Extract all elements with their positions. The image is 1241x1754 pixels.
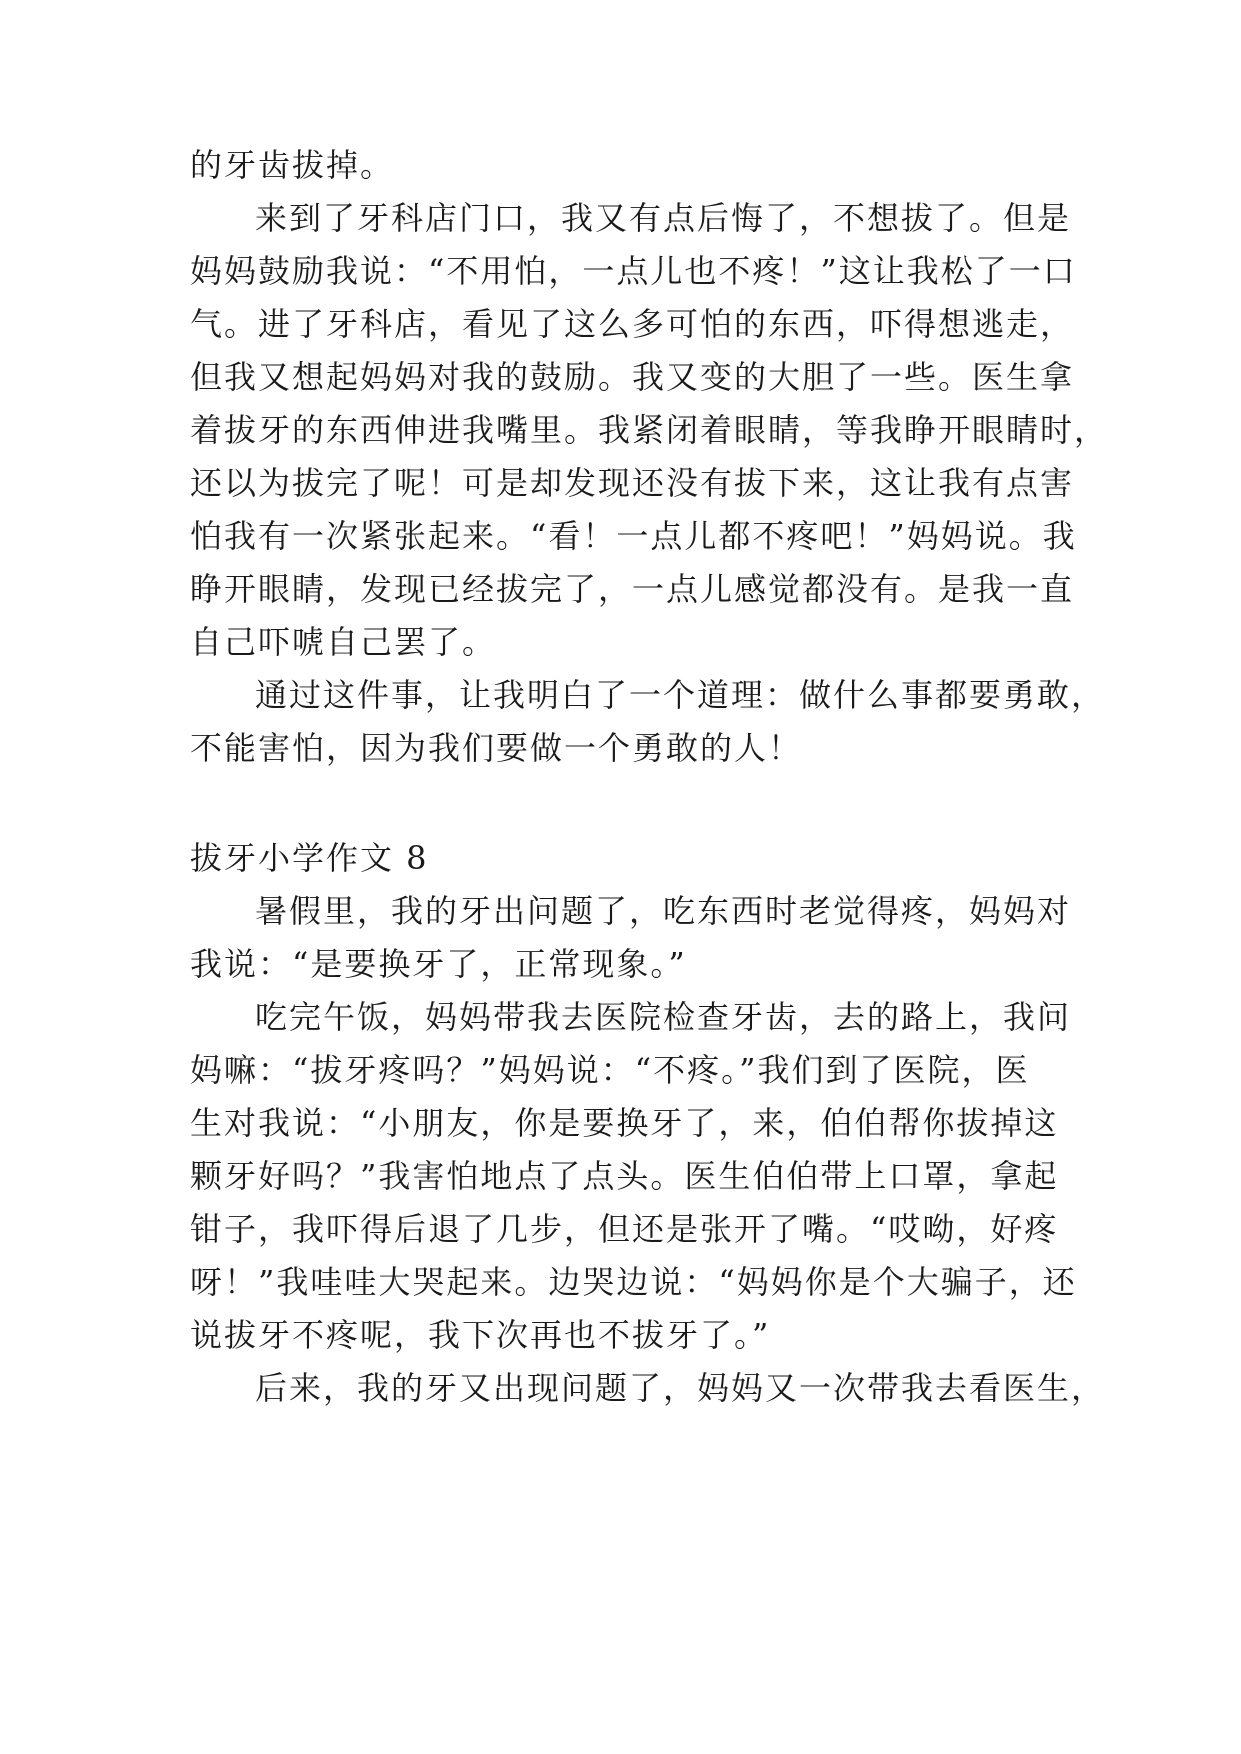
paragraph-start: 暑假里，我的牙出问题了，吃东西时老觉得疼，妈妈对 bbox=[255, 892, 1072, 930]
paragraph-start: 后来，我的牙又出现问题了，妈妈又一次带我去看医生， bbox=[255, 1369, 1106, 1407]
text-line: 怕我有一次紧张起来。“看！一点儿都不疼吧！”妈妈说。我 bbox=[190, 517, 1077, 555]
text-line: 但我又想起妈妈对我的鼓励。我又变的大胆了一些。医生拿 bbox=[190, 358, 1075, 396]
text-line: 钳子，我吓得后退了几步，但还是张开了嘴。“哎呦，好疼 bbox=[190, 1210, 1059, 1248]
text-line: 呀！”我哇哇大哭起来。边哭边说：“妈妈你是个大骗子，还 bbox=[190, 1263, 1077, 1301]
text-line: 妈妈鼓励我说：“不用怕，一点儿也不疼！”这让我松了一口 bbox=[190, 252, 1077, 290]
section-heading: 拔牙小学作文 8 bbox=[190, 839, 429, 877]
text-line: 还以为拔完了呢！可是却发现还没有拔下来，这让我有点害 bbox=[190, 464, 1075, 502]
text-line: 妈嘛：“拔牙疼吗？”妈妈说：“不疼。”我们到了医院，医 bbox=[190, 1051, 1030, 1089]
text-line: 颗牙好吗？”我害怕地点了点头。医生伯伯带上口罩，拿起 bbox=[190, 1157, 1059, 1195]
text-line: 自己吓唬自己罢了。 bbox=[190, 623, 497, 661]
text-line: 说拔牙不疼呢，我下次再也不拔牙了。” bbox=[190, 1316, 771, 1354]
text-line: 睁开眼睛，发现已经拔完了，一点儿感觉都没有。是我一直 bbox=[190, 570, 1075, 608]
paragraph-start: 来到了牙科店门口，我又有点后悔了，不想拔了。但是 bbox=[255, 199, 1072, 237]
text-line: 的牙齿拔掉。 bbox=[190, 146, 395, 184]
text-line: 我说：“是要换牙了，正常现象。” bbox=[190, 945, 687, 983]
text-line: 生对我说：“小朋友，你是要换牙了，来，伯伯帮你拔掉这 bbox=[190, 1104, 1059, 1142]
paragraph-start: 通过这件事，让我明白了一个道理：做什么事都要勇敢， bbox=[255, 676, 1106, 714]
paragraph-start: 吃完午饭，妈妈带我去医院检查牙齿，去的路上，我问 bbox=[255, 998, 1072, 1036]
text-line: 气。进了牙科店，看见了这么多可怕的东西，吓得想逃走， bbox=[190, 305, 1075, 343]
text-line: 不能害怕，因为我们要做一个勇敢的人！ bbox=[190, 729, 803, 767]
text-line: 着拔牙的东西伸进我嘴里。我紧闭着眼睛，等我睁开眼睛时， bbox=[190, 411, 1109, 449]
